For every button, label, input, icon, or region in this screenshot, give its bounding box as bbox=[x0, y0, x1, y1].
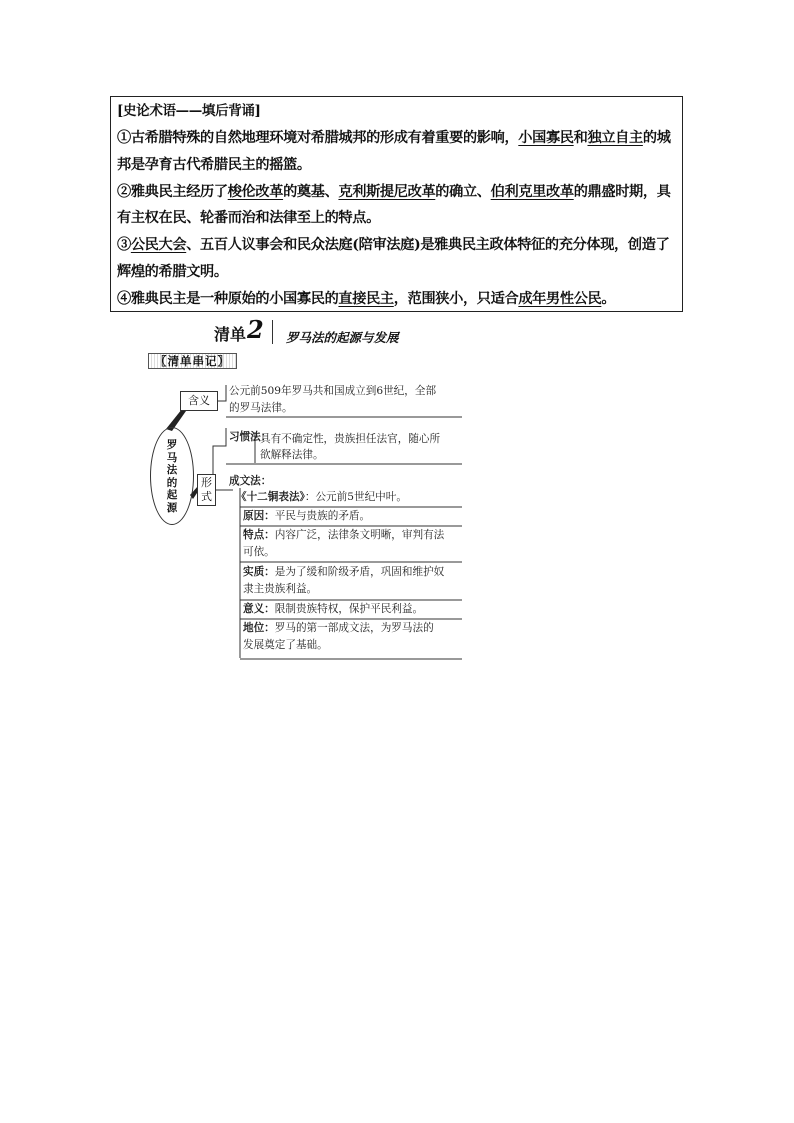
summary-heading: [史论术语——填后背诵] bbox=[117, 103, 261, 119]
section-title: 清单 bbox=[214, 325, 247, 344]
underlined-term: 成年男性公民 bbox=[518, 290, 602, 307]
twelve-tables-row bbox=[236, 489, 407, 506]
underlined-term: 克利斯提尼改革 bbox=[338, 183, 436, 200]
underlined-term: 公民大会 bbox=[130, 237, 187, 254]
hanyi-bracket bbox=[218, 385, 226, 401]
chengwen-label: 成文法： bbox=[229, 475, 272, 487]
underlined-term: 直接民主 bbox=[338, 290, 394, 307]
text: ③ bbox=[117, 237, 131, 254]
section-subtitle: 罗马法的起源与发展 bbox=[286, 330, 399, 345]
essence-label: 实质： bbox=[243, 566, 275, 578]
text: ②雅典民主经历了 bbox=[117, 183, 228, 200]
summary-item-3-line-2: 辉煌的希腊文明。 bbox=[117, 263, 228, 280]
hanyi-text-2: 的罗马法律。 bbox=[229, 402, 293, 414]
status-text-2: 发展奠定了基础。 bbox=[243, 639, 328, 651]
feature-text-2: 可依。 bbox=[243, 546, 275, 558]
feature-text-1: 内容广泛，法律条文明晰，审判有法 bbox=[274, 529, 445, 541]
reason-label: 原因： bbox=[243, 510, 275, 522]
underlined-term: 小国寡民 bbox=[518, 130, 574, 146]
root-label: 罗 马 法 的 起 源 bbox=[166, 439, 178, 514]
xingshi-upper-bracket bbox=[213, 428, 226, 474]
text: 的确立、 bbox=[435, 183, 491, 200]
status-label: 地位： bbox=[243, 622, 275, 634]
meaning-text: 限制贵族特权，保护平民利益。 bbox=[274, 603, 424, 615]
meaning-label: 意义： bbox=[243, 603, 275, 615]
text: 的城 bbox=[642, 130, 671, 146]
xiguan-label: 习惯法： bbox=[229, 431, 272, 443]
twelve-tables-text: ：公元前5世纪中叶。 bbox=[304, 491, 407, 503]
text: 的奠基、 bbox=[283, 183, 339, 200]
status-text-1: 罗马的第一部成文法，为罗马法的 bbox=[274, 622, 434, 634]
essence-text-2: 隶主贵族利益。 bbox=[243, 583, 318, 595]
text: 和 bbox=[573, 130, 588, 146]
underlined-term: 独立自主 bbox=[587, 130, 643, 146]
underlined-term: 梭伦改革 bbox=[227, 183, 284, 200]
twelve-tables-name: 《十二铜表法》 bbox=[236, 491, 305, 503]
xingshi-node: 形 式 bbox=[197, 474, 216, 506]
feature-row bbox=[243, 527, 444, 544]
summary-item-1-line-2: 邦是孕育古代希腊民主的摇篮。 bbox=[117, 156, 311, 173]
feature-label: 特点： bbox=[243, 529, 275, 541]
status-row bbox=[243, 620, 434, 637]
essence-text-1: 是为了缓和阶级矛盾，巩固和维护奴 bbox=[274, 566, 445, 578]
xiguan-text-2: 欲解释法律。 bbox=[260, 449, 324, 461]
meaning-row bbox=[243, 601, 423, 618]
text: 、五百人议事会和民众法庭(陪审法庭)是雅典民主政体特征的充分体现，创造了 bbox=[186, 237, 670, 254]
essence-row bbox=[243, 564, 444, 581]
hanyi-text-1: 公元前509年罗马共和国成立到6世纪，全部 bbox=[229, 385, 437, 397]
xiguan-text-1: 具有不确定性，贵族担任法官，随心所 bbox=[260, 433, 441, 445]
text: ①古希腊特殊的自然地理环境对希腊城邦的形成有着重要的影响， bbox=[117, 130, 519, 146]
text: ，范围狭小，只适合 bbox=[393, 290, 519, 307]
text: ④雅典民主是一种原始的小国寡民的 bbox=[117, 290, 339, 307]
text: 。 bbox=[601, 290, 616, 307]
hanyi-node: 含义 bbox=[180, 391, 218, 411]
underlined-term: 伯利克里改革 bbox=[490, 183, 574, 200]
section-number: 2 bbox=[247, 315, 264, 344]
reason-text: 平民与贵族的矛盾。 bbox=[274, 510, 371, 522]
reason-row bbox=[243, 508, 370, 525]
text: 的鼎盛时期，具 bbox=[573, 183, 671, 200]
list-tag: 〖清单串记〗 bbox=[148, 353, 237, 369]
summary-item-2-line-2: 有主权在民、轮番而治和法律至上的特点。 bbox=[117, 210, 380, 227]
